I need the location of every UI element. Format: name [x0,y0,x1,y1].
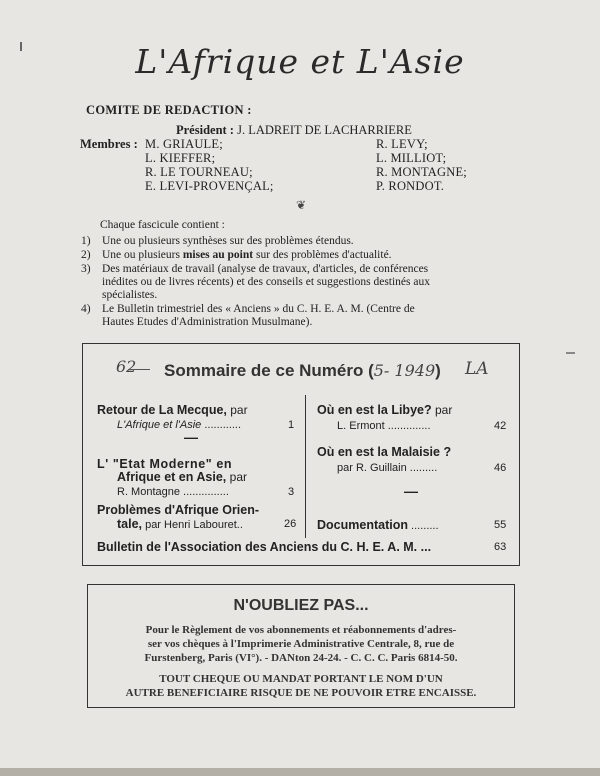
member-left: E. LEVI-PROVENÇAL; [145,179,274,193]
toc-page: 42 [494,420,507,432]
notice-paragraph-line: ser vos chèques à l'Imprimerie Administrative Centrale, 8, rue de [147,638,455,650]
item-text-pre: Une ou plusieurs [102,249,183,261]
item-number: 1) [81,235,91,247]
toc-par: par [229,470,247,484]
toc-page: 63 [494,541,507,553]
journal-title: L'Afrique et L'Asie [135,42,465,81]
item-number: 4) [81,303,91,315]
content-item-1 [81,235,521,249]
handwritten-date: 5- 1949 [373,361,436,380]
separator-dash: — [404,483,418,499]
toc-author [337,420,431,432]
content-item-4 [81,303,521,317]
toc-entry-title: Retour de La Mecque, [97,403,227,417]
toc-entry-etat-cont [117,470,247,484]
toc-author-name: L. Ermont [337,420,385,432]
toc-author [117,486,229,498]
item-text: Une ou plusieurs synthèses sur des problèmes étendus. [102,235,354,247]
toc-page: 46 [494,462,507,474]
notice-paragraph-line: Furstenberg, Paris (VI°). - DANton 24-24. - C. C. C. Paris 6814-50. [144,652,458,664]
margin-mark [566,352,575,354]
toc-par: par [434,403,453,417]
item-number: 2) [81,249,91,261]
toc-entry-problemes-cont [117,517,243,531]
toc-author-name: L'Afrique et l'Asie [117,419,202,431]
toc-entry-bulletin: Bulletin de l'Association des Anciens du C. H. E. A. M. ... [97,540,432,554]
toc-entry-retour [97,403,248,417]
toc-entry-libye [317,403,452,417]
toc-page: 1 [288,419,295,431]
toc-page: 55 [494,519,507,531]
president-line [176,123,412,138]
toc-entry-title: tale, [117,517,143,531]
president-label: Président : [176,123,234,137]
content-item-2 [81,249,521,263]
comite-heading: COMITE DE REDACTION : [86,103,252,117]
item-text [102,249,392,263]
toc-entry-etat: L' "Etat Moderne" en [97,457,233,471]
member-left: R. LE TOURNEAU; [145,165,253,179]
separator-dash: — [184,429,198,445]
toc-leader-dots: ............ [201,419,242,431]
toc-author-name: par Henri Labouret.. [142,519,243,531]
handwritten-stroke [128,369,150,370]
notice-title: N'OUBLIEZ PAS... [233,597,369,614]
handwritten-number: 62 [116,357,137,376]
toc-author-name: par R. Guillain [337,462,407,474]
member-right: R. MONTAGNE; [376,165,467,179]
toc-author-name: R. Montagne [117,486,180,498]
item-text-continued: Hautes Etudes d'Administration Musulmane). [102,316,313,328]
page-bottom-edge [0,768,600,776]
toc-entry-title: Afrique et en Asie, [117,470,227,484]
toc-entry-problemes: Problèmes d'Afrique Orien- [97,503,260,517]
member-right: L. MILLIOT; [376,151,447,165]
toc-leader-dots: ......... [407,520,439,532]
sommaire-title-text: Sommaire de ce Numéro ( [164,361,374,380]
item-text-continued: spécialistes. [102,289,158,301]
membres-label: Membres : [80,137,138,151]
toc-leader-dots: ......... [406,462,438,474]
toc-entry-title: Où en est la Libye? [317,403,432,417]
member-left: L. KIEFFER; [145,151,216,165]
item-text: Le Bulletin trimestriel des « Anciens » du C. H. E. A. M. (Centre de [102,303,415,315]
notice-warning-line: TOUT CHEQUE OU MANDAT PORTANT LE NOM D'UN [159,673,443,685]
item-text-post: sur des problèmes d'actualité. [253,249,392,261]
member-right: P. RONDOT. [376,179,445,193]
item-text-bold: mises au point [182,249,254,261]
toc-author [337,462,437,474]
sommaire-title [164,361,441,381]
notice-paragraph-line: Pour le Règlement de vos abonnements et réabonnements d'adres- [145,624,457,636]
toc-page: 3 [288,486,295,498]
handwritten-initials: LA [465,359,489,379]
fascicule-intro: Chaque fascicule contient : [100,219,225,231]
toc-page: 26 [284,518,297,530]
item-text: Des matériaux de travail (analyse de travaux, d'articles, de conférences [102,263,429,275]
item-text-continued: inédites ou de livres récents) et des conseils et suggestions destinés aux [102,276,430,288]
toc-entry-title: Documentation [317,518,408,532]
toc-leader-dots: .............. [384,420,431,432]
item-number: 3) [81,263,91,275]
toc-leader-dots: ............... [179,486,229,498]
toc-entry-malaisie: Où en est la Malaisie ? [317,445,452,459]
sommaire-title-end: ) [435,361,441,380]
member-right: R. LEVY; [376,137,428,151]
notice-warning-line: AUTRE BENEFICIAIRE RISQUE DE NE POUVOIR ETRE ENCAISSE. [125,687,477,699]
column-divider [305,395,306,538]
member-left: M. GRIAULE; [145,137,223,151]
content-item-3 [81,263,521,277]
toc-author [117,419,241,431]
president-name: J. LADREIT DE LACHARRIERE [237,123,412,137]
toc-par: par [230,403,248,417]
ornament-icon: ❦ [296,198,307,212]
toc-entry-documentation [317,518,439,532]
